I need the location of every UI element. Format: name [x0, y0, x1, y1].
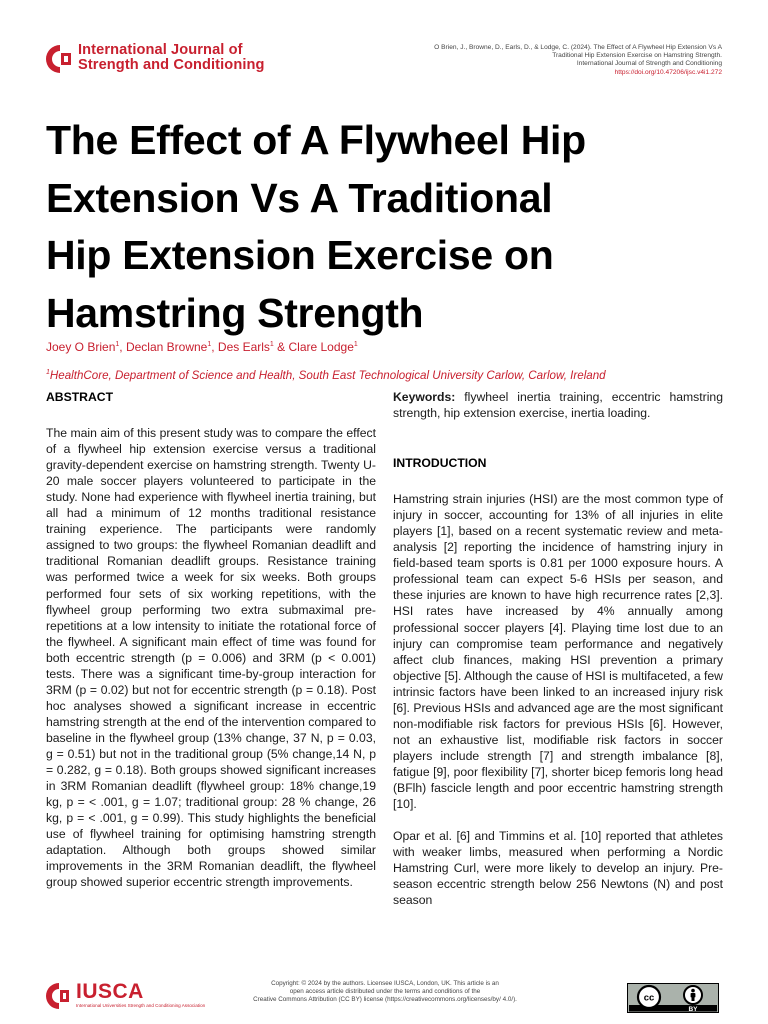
svg-text:cc: cc: [643, 992, 655, 1004]
author-separator: ,: [119, 340, 126, 354]
affiliation: [46, 369, 606, 382]
left-column: [46, 389, 376, 890]
article-title: [46, 112, 736, 342]
iusca-subtitle: International Universities Strength and Conditioning Association: [76, 1003, 206, 1008]
iusca-logo: [46, 980, 226, 1014]
copyright-line1: Copyright: © 2024 by the authors. Licensee IUSCA, London, UK. This article is an: [271, 980, 499, 987]
iusca-logo-icon: [46, 982, 72, 1010]
title-line3: Hip Extension Exercise on: [46, 232, 554, 278]
introduction-heading: INTRODUCTION: [393, 456, 487, 471]
author-affil-sup: 1: [353, 341, 358, 348]
citation-line3: International Journal of Strength and Conditioning: [576, 60, 722, 68]
keywords-label: Keywords:: [393, 390, 456, 404]
introduction-paragraph-2: Opar et al. [6] and Timmins et al. [10] reported that athletes with weaker limbs, measured when performing a Nordic Hamstring Curl, were more likely to develop an injury. Pre-season eccentric strength below 256 Newtons (N) and post season: [393, 829, 723, 908]
journal-name: [78, 43, 265, 73]
keywords-text: flywheel inertia training, eccentric hamstring strength, hip extension exercise, inertia loading.: [393, 390, 723, 421]
journal-logo-icon: [46, 44, 74, 74]
author-list: [46, 340, 358, 354]
journal-name-line2: Strength and Conditioning: [78, 57, 265, 73]
abstract-body: The main aim of this present study was to compare the effect of a flywheel hip extension exercise versus a traditional gravity-dependent exercise on hamstring strength. Twenty U-20 male soccer players volunteered to participate in the study. None had experience with flywheel inertia training, but all had a minimum of 12 months traditional resistance training experience. The participants were randomly assigned to two groups: the flywheel Romanian deadlift and traditional Romanian deadlift groups. Resistance training was performed twice a week for six weeks. Both groups performed four sets of six working repetitions, with the flywheel group performing two extra submaximal pre-repetitions at a low intensity to initiate the rotational force of the flywheel. A significant main effect of time was found for both eccentric strength (p = 0.006) and 3RM (p < 0.001) tests. There was a significant time-by-group interaction for 3RM (p = 0.02) but not for eccentric strength (p = 0.18). Post hoc analyses showed a significant increase in eccentric hamstring strength at the end of the intervention compared to baseline in the flywheel group (13% change, 37 N, p = 0.03, g = 0.51) but not in the traditional group (5% change,14 N, p = 0.282, g = 0.18). Both groups showed significant increases in 3RM Romanian deadlift (flywheel group: 18% change,19 kg, p = < .001, g = 1.07; traditional group: 28 % change, 26 kg, p = < .001, g = 0.99). This study highlights the beneficial use of flywheel training for optimising hamstring strength adaptation. Although both groups showed similar improvements in the 3RM Romanian deadlift, the flywheel group showed superior eccentric strength improvements.: [46, 426, 376, 890]
copyright-line3: Creative Commons Attribution (CC BY) license (https://creativecommons.org/licenses/by/ 4.0/).: [253, 995, 517, 1003]
iusca-wordmark: IUSCA: [76, 980, 144, 1003]
copyright-line2: open access article distributed under the terms and conditions of the: [289, 987, 481, 995]
affiliation-sup: 1: [46, 369, 50, 377]
author-affil-sup: 1: [207, 341, 212, 348]
author-separator: &: [273, 340, 289, 354]
title-line1: The Effect of A Flywheel Hip: [46, 117, 586, 163]
title-line2: Extension Vs A Traditional: [46, 174, 553, 221]
author-separator: ,: [211, 340, 218, 354]
affiliation-text: HealthCore, Department of Science and Health, South East Technological University Carlow, Carlow, Ireland: [49, 369, 606, 382]
keywords: [393, 389, 723, 421]
author-name: Joey O Brien: [46, 340, 116, 354]
journal-name-line1: International Journal of: [78, 42, 243, 58]
author-name: Clare Lodge: [288, 340, 354, 354]
author-affil-sup: 1: [115, 341, 120, 348]
doi-link[interactable]: https://doi.org/10.47206/ijsc.v4i1.272: [614, 68, 722, 76]
cc-by-license-badge[interactable]: [627, 983, 719, 1013]
right-column: [393, 389, 723, 908]
introduction-paragraph-1: Hamstring strain injuries (HSI) are the most common type of injury in soccer, accounting for 13% of all injuries in elite players [1], based on a recent systematic review and meta-analysis [2] reporting the incidence of hamstring injury in field-based team sports is 0.81 per 1000 exposure hours. A professional team can expect 5-6 HSIs per season, and these injuries are known to have high recurrence rates [2,3]. HSI rates have increased by 4% annually among professional soccer players [4]. Playing time lost due to an injury can compromise team performance and negatively affect club finances, making HSI prevention a primary objective [5]. Although the cause of HSI is multifaceted, a few intrinsic factors have been linked to an increased injury risk [6]. Previous HSIs and advanced age are the most significant non-modifiable risk factors for previous HSIs [6]. However, not an exhaustive list, modifiable risk factors in soccer players include strength [7] and strength imbalance [8], fatigue [9], poor flexibility [7], shorter bicep femoris long head (BFlh) fascicle length and poor eccentric hamstring strength [10].: [393, 492, 723, 812]
author-name: Declan Browne: [125, 340, 208, 354]
creative-commons-icon: [638, 986, 660, 1008]
citation-block: [422, 44, 722, 77]
title-line4: Hamstring Strength: [46, 289, 424, 336]
abstract-heading: ABSTRACT: [46, 390, 114, 404]
author-affil-sup: 1: [269, 341, 274, 348]
author-name: Des Earls: [217, 340, 270, 354]
cc-by-label: BY: [688, 1006, 698, 1013]
citation-line2: Traditional Hip Extension Exercise on Hamstring Strength.: [552, 52, 722, 60]
copyright-notice: [220, 980, 550, 1003]
citation-line1: O Brien, J., Browne, D., Earls, D., & Lodge, C. (2024). The Effect of A Flywheel Hip Extension Vs A: [434, 44, 722, 51]
attribution-person-icon: [684, 986, 702, 1004]
